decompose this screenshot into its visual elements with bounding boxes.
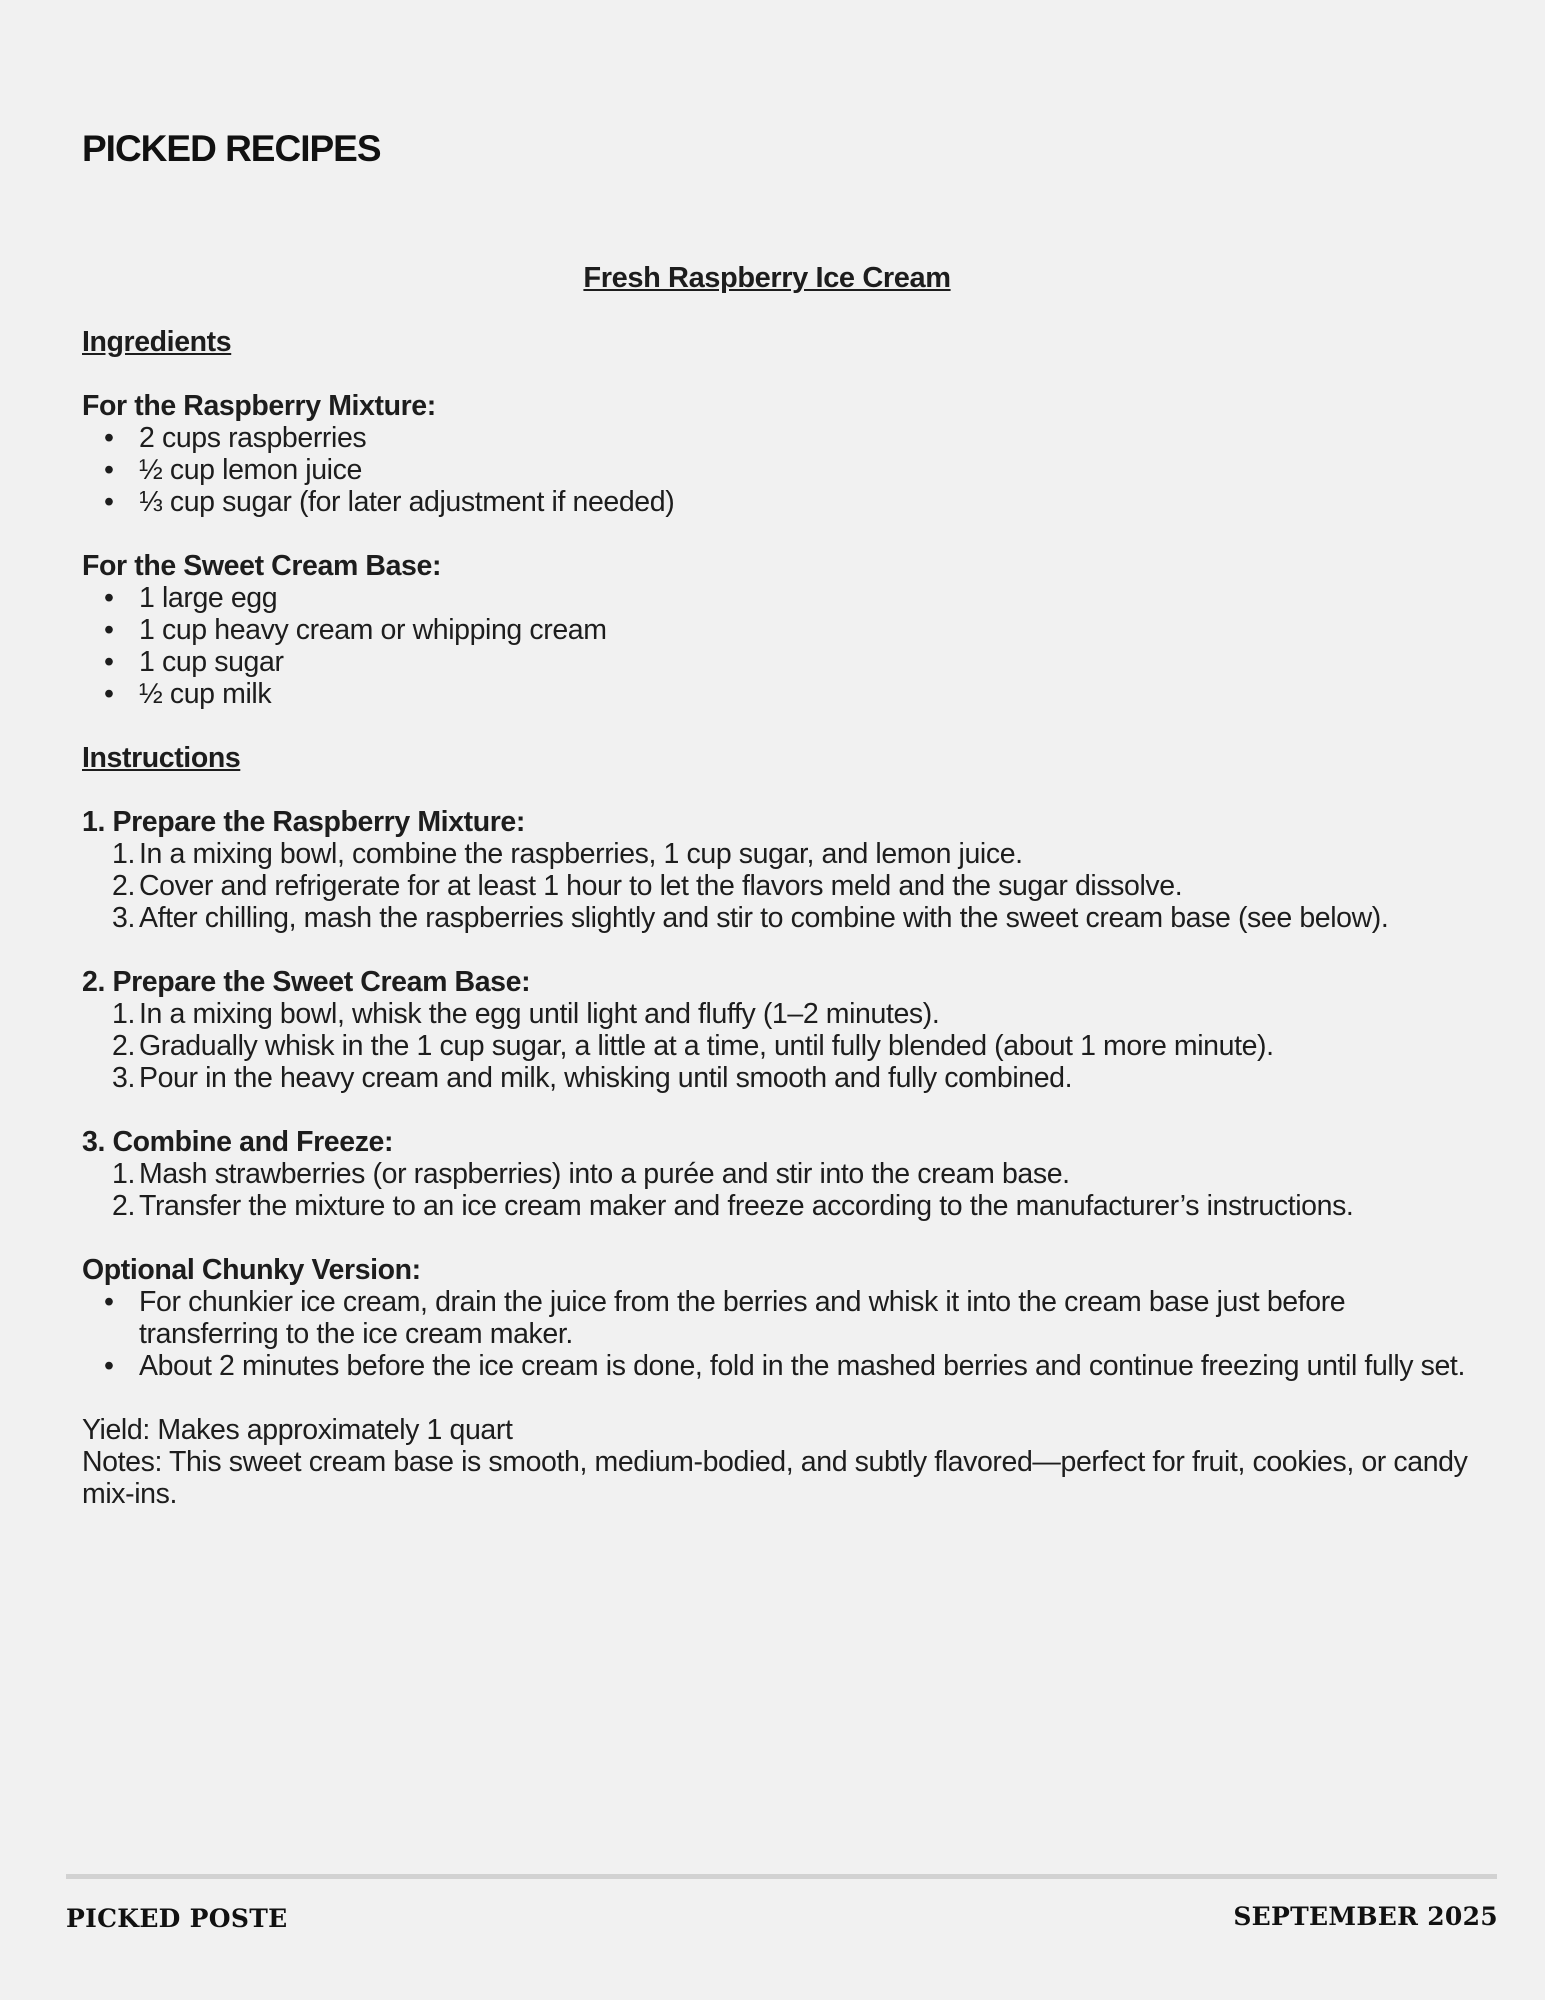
number-marker: 2. (112, 1030, 135, 1062)
step-text: In a mixing bowl, combine the raspberries, 1 cup sugar, and lemon juice. (139, 838, 1023, 870)
bullet-marker: • (104, 582, 114, 614)
step1-list (82, 838, 1482, 934)
number-marker: 2. (112, 870, 135, 902)
number-marker: 2. (112, 1190, 135, 1222)
list-item (82, 1062, 1482, 1094)
step3-heading: 3. Combine and Freeze: (82, 1126, 394, 1158)
sweet-cream-base-list (82, 582, 1482, 710)
instructions-heading: Instructions (82, 742, 241, 774)
step-text: Transfer the mixture to an ice cream maker and freeze according to the manufacturer’s instructions. (139, 1190, 1354, 1222)
bullet-marker: • (104, 1286, 114, 1318)
step3-list (82, 1158, 1482, 1222)
step-text: Pour in the heavy cream and milk, whisking until smooth and fully combined. (139, 1062, 1073, 1094)
page-title: PICKED RECIPES (82, 128, 381, 169)
number-marker: 3. (112, 1062, 135, 1094)
ingredient-text: ½ cup lemon juice (139, 454, 362, 486)
raspberry-mixture-list (82, 422, 1482, 518)
list-item (82, 422, 1482, 454)
step-text: In a mixing bowl, whisk the egg until light and fluffy (1–2 minutes). (139, 998, 940, 1030)
ingredient-text: 1 large egg (139, 582, 278, 614)
list-item (82, 870, 1482, 902)
list-item (82, 1190, 1482, 1222)
list-item (82, 1350, 1482, 1382)
list-item (82, 678, 1482, 710)
step-text: Mash strawberries (or raspberries) into a purée and stir into the cream base. (139, 1158, 1070, 1190)
sweet-cream-base-heading: For the Sweet Cream Base: (82, 550, 442, 582)
recipe-title: Fresh Raspberry Ice Cream (583, 262, 951, 294)
list-item (82, 614, 1482, 646)
number-marker: 1. (112, 838, 135, 870)
list-item (82, 646, 1482, 678)
tip-text: About 2 minutes before the ice cream is done, fold in the mashed berries and continue freezing until fully set. (139, 1350, 1465, 1382)
ingredient-text: ⅓ cup sugar (for later adjustment if needed) (139, 486, 675, 518)
list-item (82, 582, 1482, 614)
number-marker: 1. (112, 1158, 135, 1190)
optional-list (82, 1286, 1482, 1382)
notes-text: Notes: This sweet cream base is smooth, medium-bodied, and subtly flavored—perfect for fruit, cookies, or candy mix-ins. (82, 1446, 1468, 1510)
optional-heading: Optional Chunky Version: (82, 1254, 421, 1286)
number-marker: 3. (112, 902, 135, 934)
bullet-marker: • (104, 422, 114, 454)
bullet-marker: • (104, 646, 114, 678)
footer-divider (66, 1874, 1497, 1879)
ingredient-text: 1 cup heavy cream or whipping cream (139, 614, 607, 646)
step1-heading: 1. Prepare the Raspberry Mixture: (82, 806, 525, 838)
bullet-marker: • (104, 614, 114, 646)
ingredient-text: ½ cup milk (139, 678, 272, 710)
list-item (82, 998, 1482, 1030)
list-item (82, 454, 1482, 486)
raspberry-mixture-heading: For the Raspberry Mixture: (82, 390, 436, 422)
ingredients-heading: Ingredients (82, 326, 232, 358)
bullet-marker: • (104, 1350, 114, 1382)
step-text: Cover and refrigerate for at least 1 hour to let the flavors meld and the sugar dissolve. (139, 870, 1183, 902)
step-text: After chilling, mash the raspberries slightly and stir to combine with the sweet cream base (see below). (139, 902, 1389, 934)
list-item (82, 1030, 1482, 1062)
yield-text: Yield: Makes approximately 1 quart (82, 1414, 513, 1446)
list-item (82, 486, 1482, 518)
footer-publication: PICKED POSTE (66, 1904, 288, 1933)
tip-text: For chunkier ice cream, drain the juice from the berries and whisk it into the cream base just before transferring to the ice cream maker. (139, 1286, 1346, 1350)
bullet-marker: • (104, 486, 114, 518)
ingredient-text: 2 cups raspberries (139, 422, 367, 454)
step2-list (82, 998, 1482, 1094)
recipe-notes (82, 1414, 1482, 1510)
step-text: Gradually whisk in the 1 cup sugar, a little at a time, until fully blended (about 1 more minute). (139, 1030, 1274, 1062)
list-item (82, 1286, 1482, 1350)
footer-date: SEPTEMBER 2025 (1233, 1902, 1498, 1931)
bullet-marker: • (104, 454, 114, 486)
list-item (82, 1158, 1482, 1190)
ingredient-text: 1 cup sugar (139, 646, 284, 678)
step2-heading: 2. Prepare the Sweet Cream Base: (82, 966, 531, 998)
bullet-marker: • (104, 678, 114, 710)
number-marker: 1. (112, 998, 135, 1030)
list-item (82, 902, 1482, 934)
recipe-content (82, 262, 1482, 1510)
list-item (82, 838, 1482, 870)
